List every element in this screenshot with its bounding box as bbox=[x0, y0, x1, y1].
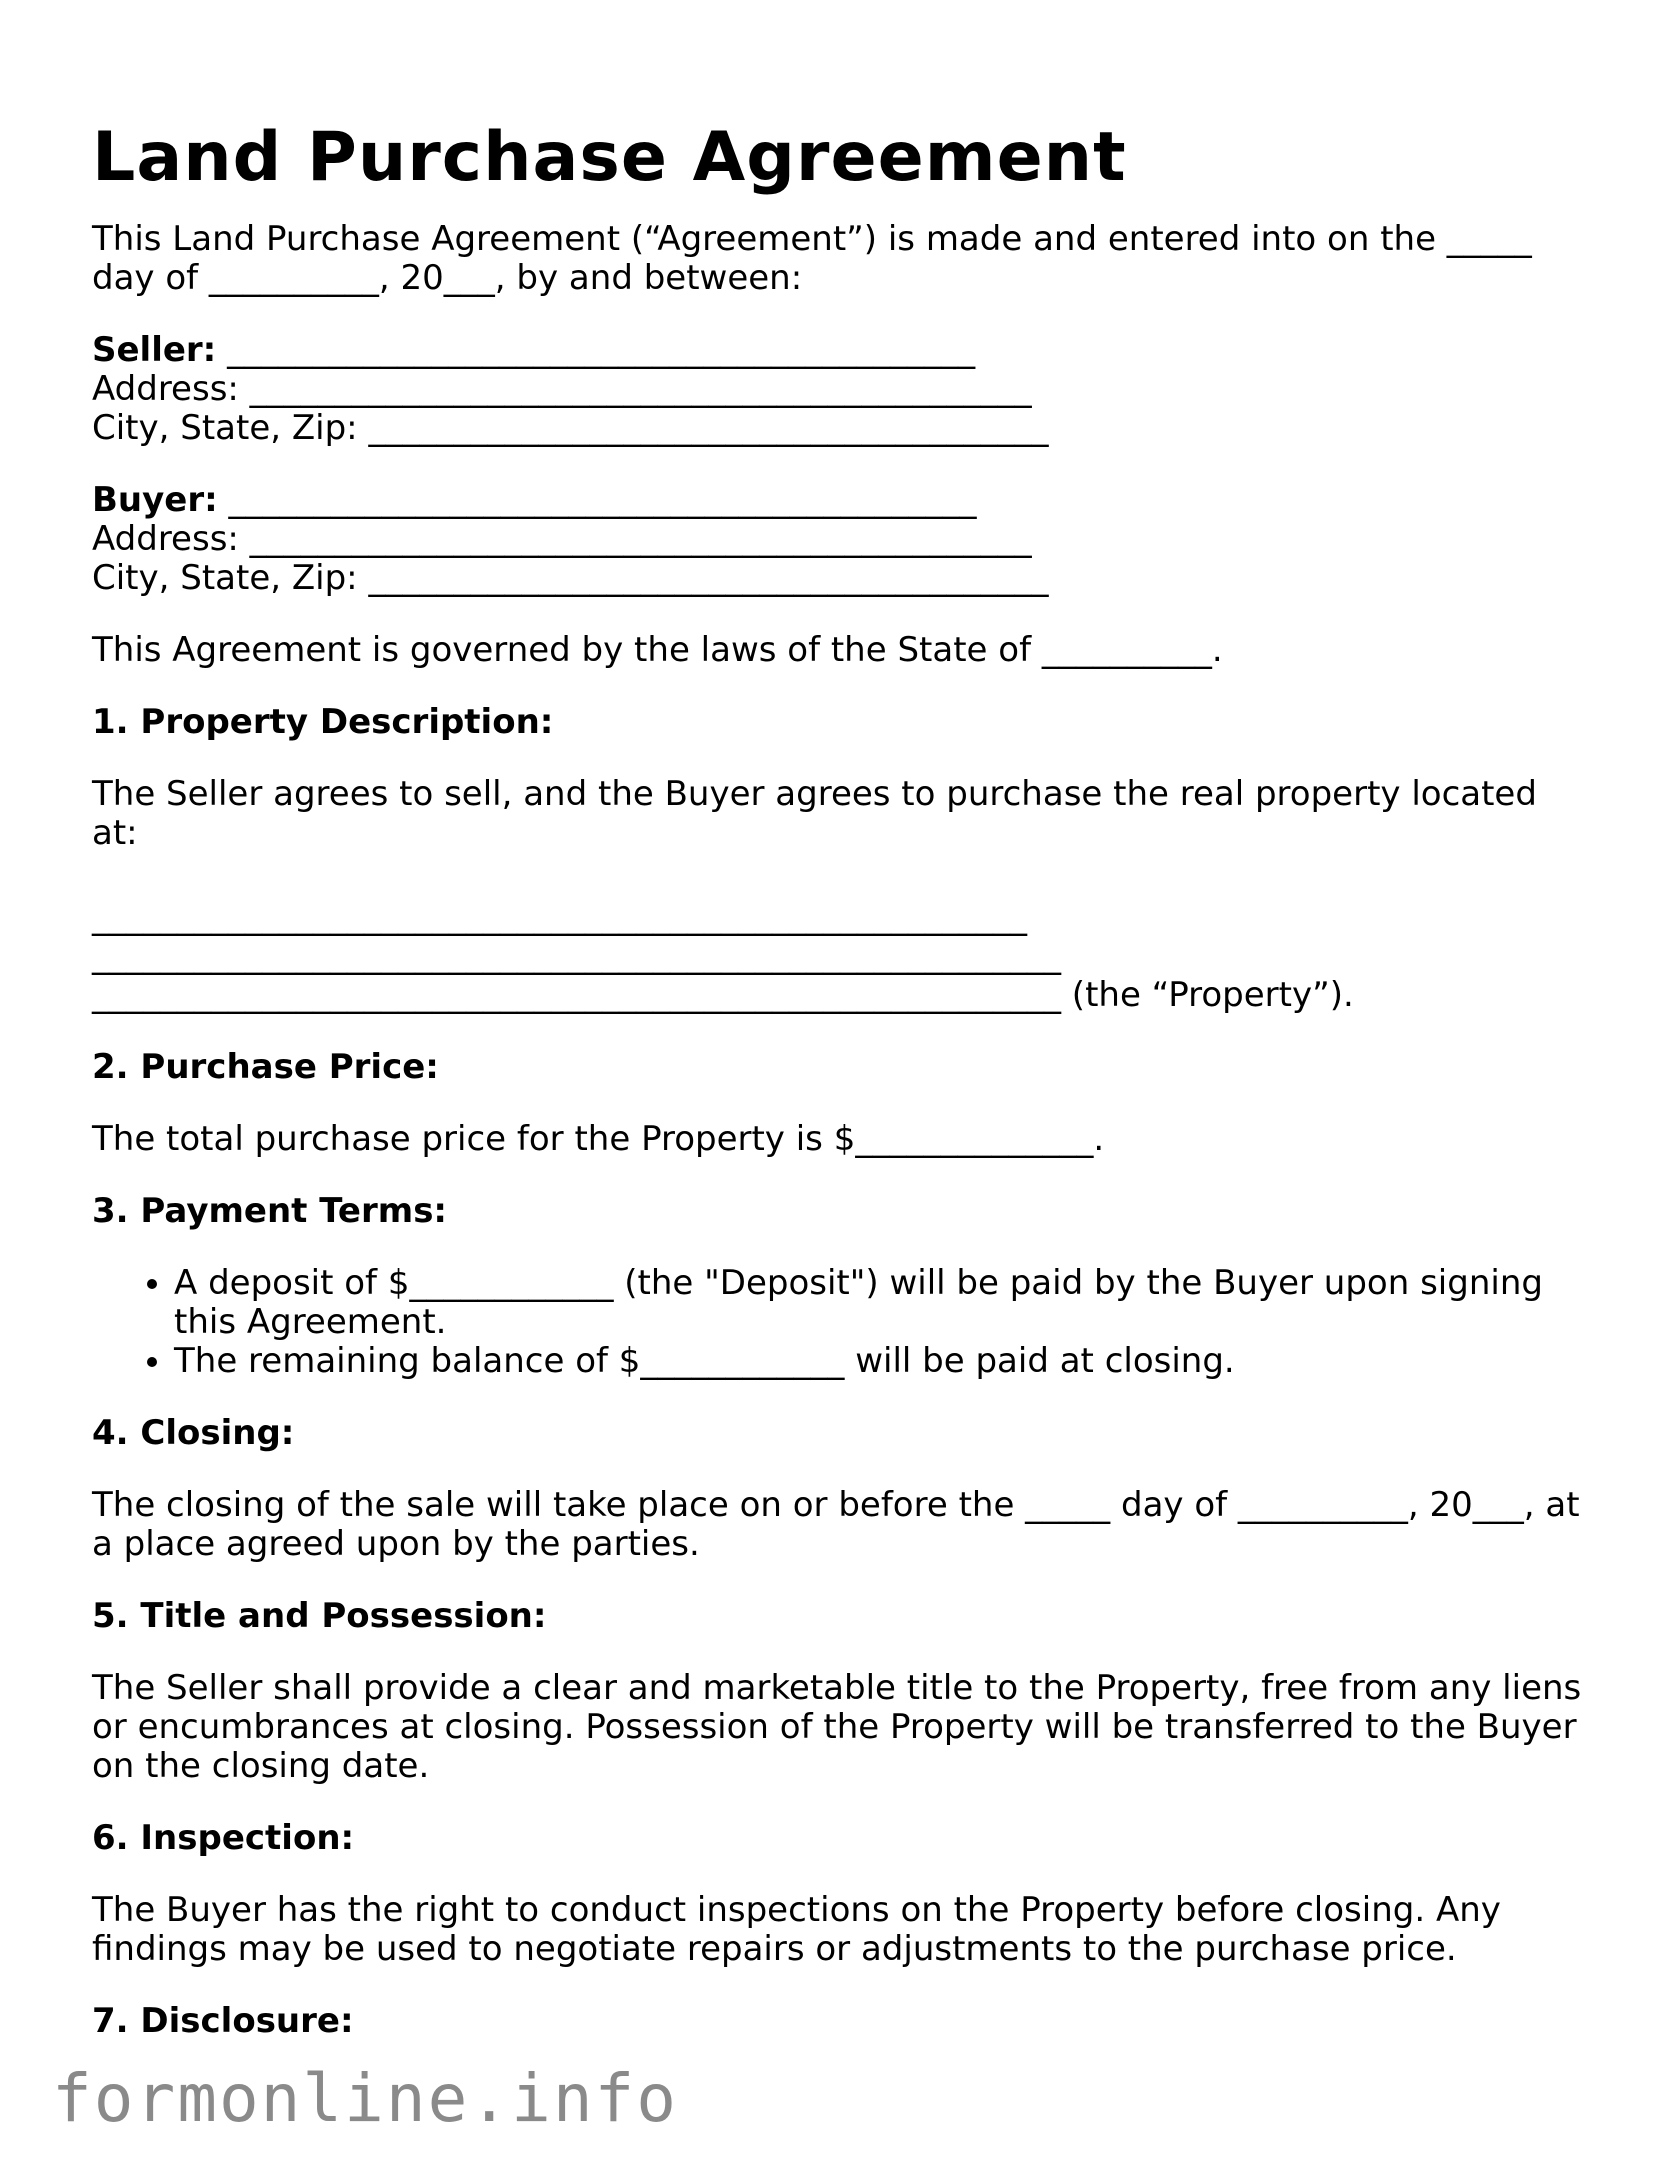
section-2-text: The total purchase price for the Property is $______________. bbox=[92, 1119, 1105, 1159]
seller-city-line: City, State, Zip: ________________________________________ bbox=[92, 408, 1049, 448]
buyer-block bbox=[92, 481, 1592, 598]
buyer-address-line: Address: ______________________________________________ bbox=[92, 519, 1032, 559]
property-blank-line-3: _________________________________________________________ (the “Property”). bbox=[92, 975, 1354, 1015]
buyer-city-line: City, State, Zip: ________________________________________ bbox=[92, 558, 1049, 598]
section-6-text: The Buyer has the right to conduct inspections on the Property before closing. Any findings may be used to negotiate repairs or adjustments to the purchase price. bbox=[92, 1890, 1501, 1969]
section-7-heading: 7. Disclosure: bbox=[92, 2001, 354, 2041]
intro-paragraph: This Land Purchase Agreement (“Agreement”) is made and entered into on the _____ day of __________, 20___, by and between: bbox=[92, 219, 1532, 298]
seller-address-line: Address: ______________________________________________ bbox=[92, 369, 1032, 409]
buyer-label: Buyer: bbox=[92, 480, 218, 520]
seller-name-line bbox=[92, 331, 1592, 370]
payment-terms-list bbox=[92, 1264, 1592, 1381]
section-4-text: The closing of the sale will take place on or before the _____ day of __________, 20___, at a place agreed upon by the parties. bbox=[92, 1485, 1580, 1564]
section-5-heading: 5. Title and Possession: bbox=[92, 1596, 547, 1636]
section-4-heading: 4. Closing: bbox=[92, 1413, 295, 1453]
seller-block bbox=[92, 331, 1592, 448]
document-title: Land Purchase Agreement bbox=[92, 118, 1127, 197]
property-blank-line-1: _______________________________________________________ bbox=[92, 897, 1027, 937]
section-2-heading: 2. Purchase Price: bbox=[92, 1047, 439, 1087]
seller-name-blank: ____________________________________________ bbox=[216, 330, 976, 370]
document-page bbox=[92, 118, 1592, 2041]
list-item: • The remaining balance of $____________ will be paid at closing. bbox=[174, 1342, 1592, 1381]
seller-label: Seller: bbox=[92, 330, 217, 370]
list-item: • A deposit of $____________ (the "Deposit") will be paid by the Buyer upon signing this Agreement. bbox=[174, 1264, 1592, 1342]
buyer-name-line bbox=[92, 481, 1592, 520]
section-3-heading: 3. Payment Terms: bbox=[92, 1191, 448, 1231]
governing-law-paragraph: This Agreement is governed by the laws of the State of __________. bbox=[92, 630, 1223, 670]
section-1-text: The Seller agrees to sell, and the Buyer agrees to purchase the real property located at: bbox=[92, 774, 1537, 853]
property-blank-line-2: _________________________________________________________ bbox=[92, 936, 1061, 976]
section-5-text: The Seller shall provide a clear and marketable title to the Property, free from any liens or encumbrances at closing. Possession of the Property will be transferred to the Buyer on the closing date. bbox=[92, 1668, 1582, 1786]
watermark: formonline.info bbox=[52, 2060, 679, 2137]
buyer-name-blank: ____________________________________________ bbox=[217, 480, 977, 520]
section-1-heading: 1. Property Description: bbox=[92, 702, 554, 742]
section-6-heading: 6. Inspection: bbox=[92, 1818, 355, 1858]
